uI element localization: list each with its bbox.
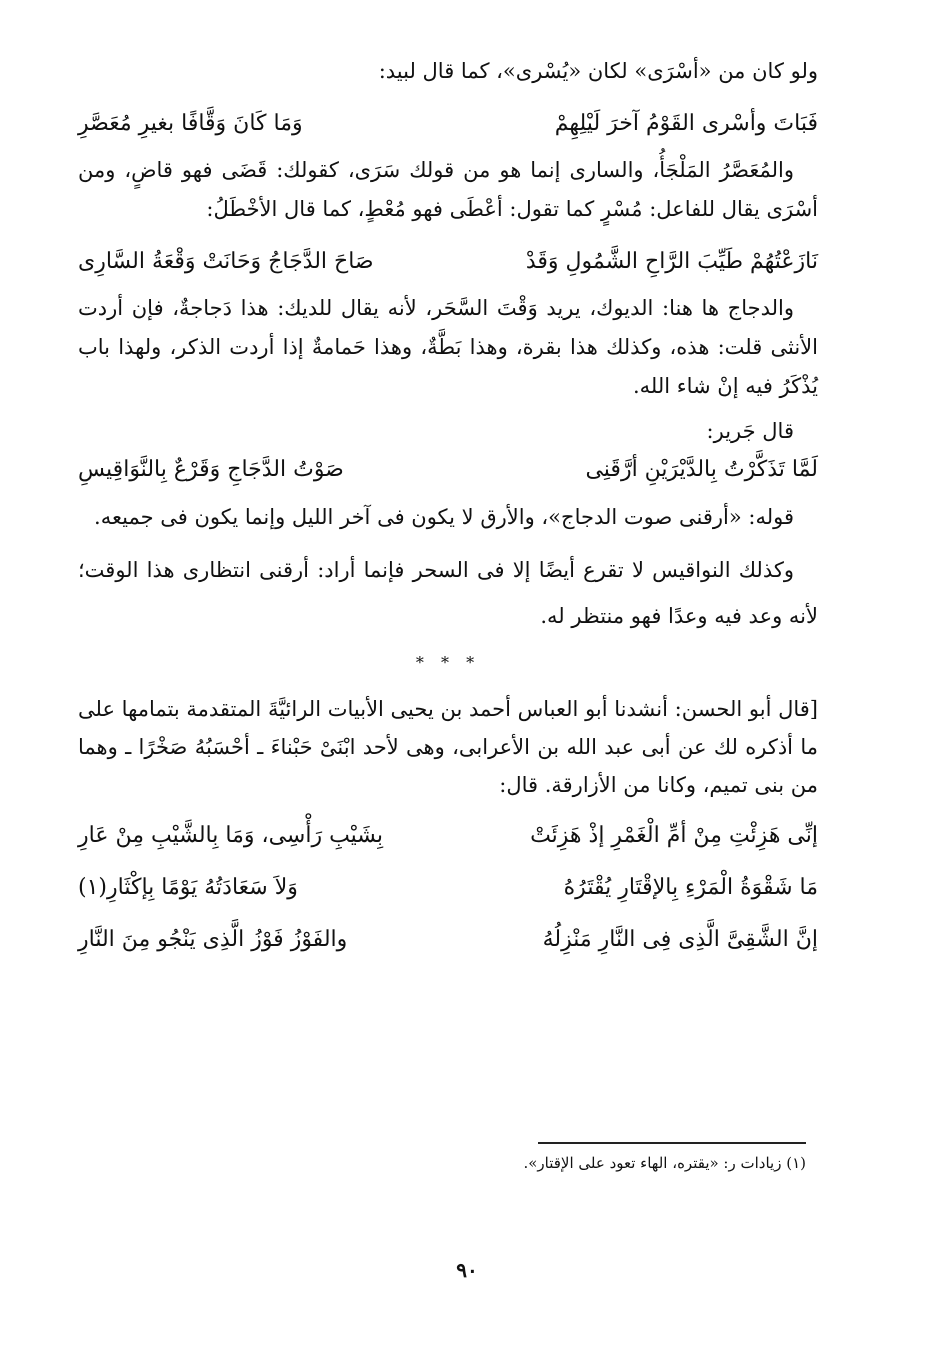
paragraph-araq: قوله: «أرقنى صوت الدجاج»، والأرق لا يكون فى آخر الليل وإنما يكون فى جميعه. [94,505,794,529]
verse-hemistich-right: مَا شَقْوَةُ الْمَرْءِ بِالإقْتَارِ يُقْتَرُهُ [563,874,818,900]
page-number: ٩٠ [456,1258,478,1282]
verse-hemistich-right: إنَّ الشَّقِىَّ الَّذِى فِى النَّارِ مَنْزِلُهُ [542,926,818,952]
poem-verse [78,862,818,912]
verse-hemistich-right: نَازَعْتُهُمْ طَيِّبَ الرَّاحِ الشَّمُولِ وَقَدْ [525,248,818,274]
verse-hemistich-right: فَبَاتَ وأسْرى القَوْمُ آخرَ لَيْلِهِمْ [554,110,818,136]
poem-verse [78,810,818,860]
verse-hemistich-right: لَمَّا تَذَكَّرْتُ بِالدَّيْرَيْنِ أرَّقَنِى [585,456,818,482]
verse-hemistich-left: وَمَا كَانَ وَقَّافًا بغيرِ مُعَصَّرِ [78,110,303,136]
page-body [78,52,818,966]
verse-hemistich-left: والفَوْزُ فَوْزُ الَّذِى يَنْجُو مِنَ النَّارِ [78,926,348,952]
paragraph-explanation: والمُعَصَّرُ المَلْجَأُ، والسارى إنما هو من قولك سَرَى، كقولك: قَضَى فهو قاضٍ، ومن أسْرَى يقال للفاعل: مُسْرٍ كما تقول: أعْطَى فهو مُعْطٍ، كما قال الأخْطَلُ: [78,158,818,221]
poem-verse [78,914,818,964]
footnote: (١) زيادات ر: «يقتره، الهاء تعود على الإقتار». [523,1154,806,1172]
verse-hemistich-left: بِشَيْبِ رَأْسِى، وَمَا بِالشَّيْبِ مِنْ عَارِ [78,822,384,848]
poem [78,810,818,964]
paragraph-intro: ولو كان من «أسْرَى» لكان «يُسْرى»، كما قال لبيد: [378,59,818,83]
verse-akhtal [78,235,818,287]
paragraph-dajaj: والدجاج ها هنا: الديوك، يريد وَقْتَ السَّحَر، لأنه يقال للديك: هذا دَجاجةٌ، فإن أردت الأنثى قلت: هذه، وكذلك هذا بقرة، وهذا بَطَّةٌ، وهذا حَمامةٌ إذا أردت الذكر، ولهذا باب يُذْكَرُ فيه إنْ شاء الله. [78,296,818,398]
verse-hemistich-left: صَوْتُ الدَّجَاجِ وَقَرْعٌ بِالنَّوَاقِيسِ [78,456,344,482]
verse-labid [78,97,818,149]
footnote-divider [538,1142,806,1144]
paragraph-abu-al-hasan: [قال أبو الحسن: أنشدنا أبو العباس أحمد بن يحيى الأبيات الرائيَّةَ المتقدمة بتمامها على ما أذكره لك عن أبى عبد الله بن الأعرابى، وهى لأحد ابْنَىْ حَبْناءَ ـ أحْسَبُهُ صَخْرًا ـ وهما من بنى تميم، وكانا من الأزارقة. قال: [78,697,818,797]
paragraph-jarir-intro: قال جَرير: [706,419,794,443]
verse-hemistich-left: وَلاَ سَعَادَتُهُ يَوْمًا بِإكْثَارِ(١) [78,874,298,900]
verse-hemistich-left: صَاحَ الدَّجَاجُ وَحَانَتْ وَقْعَةُ السَّارِى [78,248,374,274]
verse-hemistich-right: إنِّى هَزِئْتِ مِنْ أمِّ الْغَمْرِ إذْ هَزِئَتْ [530,822,818,848]
section-separator: * * * [415,653,481,672]
paragraph-nawaqis: وكذلك النواقيس لا تقرع أيضًا إلا فى السحر فإنما أراد: أرقنى انتظارى هذا الوقت؛ لأنه وعد فيه وعدًا فهو منتظر له. [78,558,818,628]
verse-jarir [78,447,818,491]
